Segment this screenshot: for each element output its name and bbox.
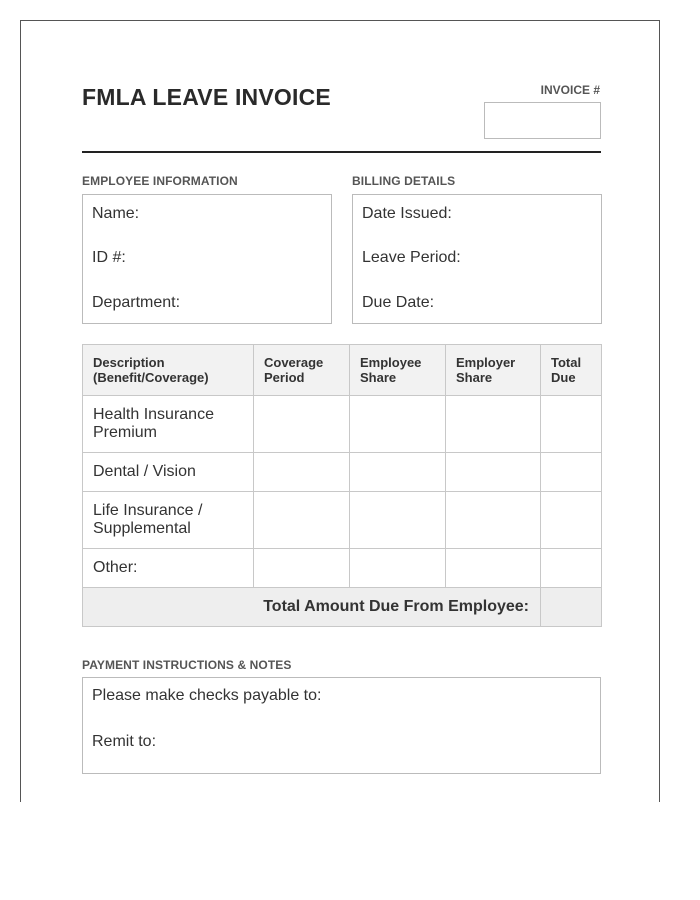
column-header-coverage-period: Coverage Period [254,345,350,396]
cell-coverage-period[interactable] [254,396,350,453]
cell-employer-share[interactable] [446,453,541,492]
employee-id-label: ID #: [92,249,126,266]
benefits-table [82,344,602,627]
cell-employer-share[interactable] [446,492,541,549]
invoice-sheet [20,20,660,802]
cell-coverage-period[interactable] [254,492,350,549]
date-issued-label: Date Issued: [362,205,452,222]
cell-employer-share[interactable] [446,549,541,588]
employee-department-label: Department: [92,294,181,311]
row-description-dental: Dental / Vision [83,453,254,492]
total-amount-label: Total Amount Due From Employee: [83,588,541,627]
row-description-other: Other: [83,549,254,588]
table-header-row [83,345,602,396]
cell-employee-share[interactable] [350,453,446,492]
cell-total-due[interactable] [541,492,602,549]
cell-coverage-period[interactable] [254,453,350,492]
table-row [83,453,602,492]
cell-coverage-period[interactable] [254,549,350,588]
payment-notes-box [82,677,601,774]
column-header-employer-share: Employer Share [446,345,541,396]
column-header-employee-share: Employee Share [350,345,446,396]
cell-employer-share[interactable] [446,396,541,453]
billing-details-box [352,194,602,324]
cell-total-due[interactable] [541,396,602,453]
employee-info-box [82,194,332,324]
table-row [83,549,602,588]
cell-employee-share[interactable] [350,396,446,453]
employee-name-label: Name: [92,205,140,222]
leave-period-label: Leave Period: [362,249,461,266]
table-row [83,492,602,549]
billing-section-label: BILLING DETAILS [352,174,456,188]
row-description-life: Life Insurance / Supplemental [83,492,254,549]
cell-employee-share[interactable] [350,549,446,588]
page-title: FMLA LEAVE INVOICE [82,84,331,110]
cell-employee-share[interactable] [350,492,446,549]
invoice-number-field[interactable] [484,102,601,139]
column-header-description: Description (Benefit/Coverage) [83,345,254,396]
cell-total-due[interactable] [541,453,602,492]
row-description-health: Health Insurance Premium [83,396,254,453]
notes-section-label: PAYMENT INSTRUCTIONS & NOTES [82,658,292,672]
employee-section-label: EMPLOYEE INFORMATION [82,174,238,188]
total-amount-cell[interactable] [541,588,602,627]
remit-to-label: Remit to: [92,733,157,750]
column-header-total-due: Total Due [541,345,602,396]
header-divider [82,151,601,153]
table-row [83,396,602,453]
cell-total-due[interactable] [541,549,602,588]
due-date-label: Due Date: [362,294,435,311]
total-row [83,588,602,627]
invoice-number-label: INVOICE # [540,83,600,97]
payable-to-label: Please make checks payable to: [92,687,322,704]
